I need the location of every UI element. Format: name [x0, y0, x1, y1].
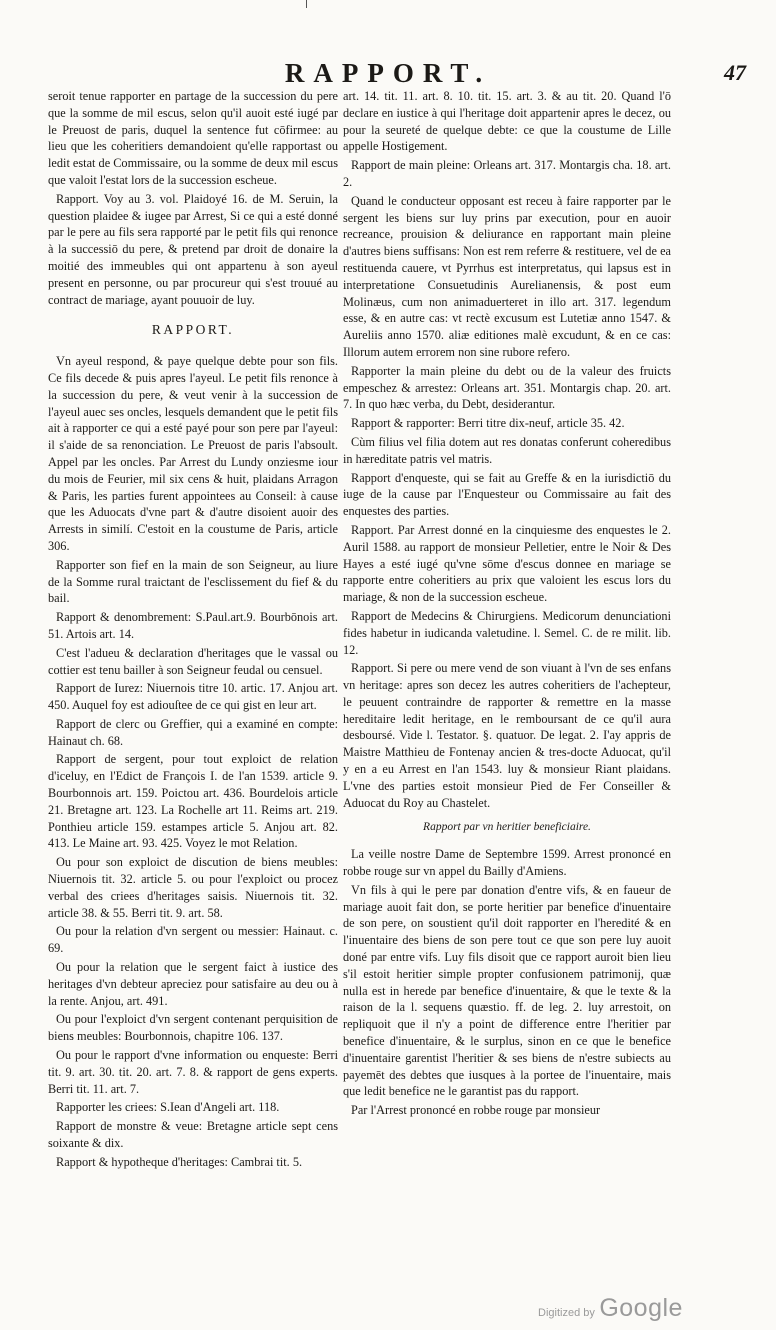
right-paragraphs-after — [343, 846, 671, 1119]
left-paragraphs-before — [48, 88, 338, 308]
paragraph: Rapport de main pleine: Orleans art. 317. Montargis cha. 18. art. 2. — [343, 158, 671, 189]
paragraph: Rapport. Si pere ou mere vend de son viuant à l'vn de ses enfans vn heritage: apres son decez les autres coheritiers de l'achepteur, le peuuent contraindre de rapporter & remettre en la masse hereditaire ledit heritage, en le remboursant de ce qu'il aura desboursé. Vide l. Testator. §. quatuor. De legat. 2. I'ay appris de Maistre Matthieu de Fontenay ancien & tres-docte Aduocat, qu'il y en a eu Arrest en l'an 1543. luy & monsieur Riant plaidans. L'vne des parties estoit monsieur Pied de Fer Conseiller & Aduocat du Roy au Chastelet. — [343, 661, 671, 810]
paragraph: Rapport & rapporter: Berri titre dix-neuf, article 35. 42. — [351, 416, 625, 431]
paragraph: Quand le conducteur opposant est receu à faire rapporter par le sergent les biens sur luy prins par execution, pour en auoir recreance, prouision & deliurance en rapportant main pleine d'autres biens suffisans: Non est rem referre & restituere, vel de ea restituenda cauere, vt Pyrrhus est interpretatus, qui lapsus est in interpretatione Consuetudinis Aurelianensis, & post eum Molinæus, cum non animaduerteret in illo art. 317. legendum esse, & en autre cas: vt rectè excusum est Lutetiæ anno 1547. & Aureliis anno 1570. aliæ editiones malè excudunt, & en ce cas: Illorum autem errorem non sine rubore refero. — [343, 193, 671, 359]
paragraph: La veille nostre Dame de Septembre 1599. Arrest prononcé en robbe rouge sur vn appel du Bailly d'Amiens. — [343, 847, 671, 879]
paragraph: Vn fils à qui le pere par donation d'entre vifs, & en faueur de mariage auoit fait don, se porte heritier par benefice d'inuentaire de son pere, on soustient qu'il doit rapporter en l'heredité & en l'inuentaire des biens de son pere tout ce que son pere luy auoit doné par entre vifs. Luy fils disoit que ce rapport auroit bien lieu s'il estoit heritier simple propter confusionem patrimonij, quæ nulla est in herede par benefice d'inuentaire, & que le texte & la raison de la l. sequens quæstio. ff. de leg. 2. luy arrestoit, on repliquoit que il n'y a point de difference entre l'heritier par benefice d'inuentaire, & le surplus, sinon en ce que le benefice d'inuentaire garentist l'heritier & ses biens de n'estre subiects au payemēt des debtes que iusques à la portee de l'inuentaire, mais que ledit benefice ne le garantist pas du rapport. — [343, 882, 671, 1099]
paragraph: Rapport d'enqueste, qui se fait au Greffe & en la iurisdictiō du iuge de la cause par l'Enquesteur ou Commissaire au fait des enquestes des parties. — [343, 470, 671, 519]
right-column — [343, 88, 671, 1121]
paragraph: Rapporter les criees: S.Iean d'Angeli art. 118. — [56, 1100, 280, 1115]
paragraph: art. 14. tit. 11. art. 8. 10. tit. 15. art. 3. & au tit. 20. Quand l'ō declare en iustice à qui l'heritage doit appartenir apres le decez, ou pour la seureté de quelque debte: ce que la coustume de Lille appelle Hostigement. — [343, 89, 671, 154]
paragraph: C'est l'adueu & declaration d'heritages que le vassal ou cottier est tenu bailler à son Seigneur feudal ou censuel. — [48, 645, 338, 677]
digitization-watermark — [538, 1294, 683, 1323]
google-logo: Google — [599, 1294, 683, 1322]
paragraph: Rapport de Iurez: Niuernois titre 10. artic. 17. Anjou art. 450. Auquel foy est adiouſtee de ce qui gist en leur art. — [48, 681, 338, 713]
paragraph: Rapport & denombrement: S.Paul.art.9. Bourbōnois art. 51. Artois art. 14. — [48, 610, 338, 641]
paragraph: seroit tenue rapporter en partage de la succession du pere que la somme de mil escus, selon qu'il auoit esté iugé par le Preuost de paris, duquel la sentence fut cōfirmee: au lieu que les coheritiers demandoient qu'elle rapportast ou ledit estat de Commissaire, ou la somme de deux mil escus que valoit l'estat lors de la succession escheue. — [48, 89, 338, 187]
paragraph: Ou pour son exploict de discution de biens meubles: Niuernois tit. 32. article 5. ou pour l'exploict ou procez verbal des criees d'heritages saisis. Niuernois tit. 32. article 38. & 55. Berri tit. 9. art. 58. — [48, 855, 338, 920]
paragraph: Vn ayeul respond, & paye quelque debte pour son fils. Ce fils decede & puis apres l'ayeul. Le petit fils renonce à la succession du pere, & veut venir à la succession de l'ayeul auec ses oncles, lesquels demandent que le petit fils ait à rapporter ce qui a esté payé pour son pere par l'ayeul: il s'aide de sa renonciation. Le Preuost de paris l'absoult. Appel par les oncles. Par Arrest du Lundy onziesme iour du mois de Feurier, mil six cens & huit, plaidans Arragon & Paris, les parties furent appointees au Conseil: à cause que les Aduocats d'vne part & d'autre disoient auoir des Arrests in similí. C'estoit en la coustume de Paris, article 306. — [48, 354, 338, 553]
paragraph: Rapport de clerc ou Greffier, qui a examiné en compte: Hainaut ch. 68. — [48, 716, 338, 748]
paragraph: Rapport. Par Arrest donné en la cinquiesme des enquestes le 2. Auril 1588. au rapport de monsieur Pelletier, entre le Noir & Des Hayes a esté iugé qu'vne sōme d'escus donnee en mariage se rapporte entre coheritiers au prix que valoient les escus lors du mariage, & non de la succession escheue. — [343, 522, 671, 605]
paragraph: Rapporter la main pleine du debt ou de la valeur des fruicts empeschez & arrestez: Orleans art. 351. Montargis chap. 20. art. 7. In quo hæc verba, du Debt, desiderantur. — [343, 363, 671, 412]
paragraph: Rapport & hypotheque d'heritages: Cambrai tit. 5. — [56, 1154, 303, 1169]
paragraph: Ou pour l'exploict d'vn sergent contenant perquisition de biens meubles: Bourbonnois, chapitre 106. 137. — [48, 1012, 338, 1044]
running-header: RAPPORT. — [284, 58, 492, 88]
paragraph: Ou pour la relation que le sergent faict à iustice des heritages d'vn debteur apreciez pour satisfaire au deu ou à la rente. Anjou, art. 491. — [48, 960, 338, 1008]
page-number: 47 — [724, 60, 746, 85]
left-paragraphs-after — [48, 353, 338, 1170]
paragraph: Ou pour la relation d'vn sergent ou messier: Hainaut. c. 69. — [48, 924, 338, 956]
paragraph: Rapport. Voy au 3. vol. Plaidoyé 16. de M. Seruin, la question plaidee & iugee par Arrest, Si ce qui a esté donné par le pere au fils sera rapporté par le petit fils qui renonce à la successiō du pere, & pretend par droit de donaire la moitié des immeubles qui ont appartenu à son ayeul present en personne, ou par procureur qui s'est trouué au contract de mariage, ayant pouuoir de luy. — [48, 191, 338, 307]
section-subtitle: Rapport par vn heritier beneficiaire. — [423, 821, 591, 834]
paragraph: Rapport de Medecins & Chirurgiens. Medicorum denunciationi fides habetur in iudicanda valetudine. l. Semel. C. de re milit. lib. 12. — [343, 608, 671, 657]
paragraph: Rapport de monstre & veue: Bretagne article sept cens soixante & dix. — [48, 1119, 338, 1151]
left-column — [48, 88, 338, 1173]
watermark-prefix: Digitized by — [538, 1307, 595, 1319]
section-title: RAPPORT. — [151, 322, 235, 338]
paragraph: Cùm filius vel filia dotem aut res donatas conferunt coheredibus in hæreditate patris vel matris. — [343, 434, 671, 466]
paragraph: Rapporter son fief en la main de son Seigneur, au liure de la Somme rural traictant de l'esclissement du fief & du bail. — [48, 557, 338, 606]
paragraph: Rapport de sergent, pour tout exploict de relation d'iceluy, en l'Edict de François I. de l'an 1539. article 9. Bourbonnois art. 159. Poictou art. 436. Bourdelois article 21. Bretagne art. 123. La Rochelle art 11. Reims art. 219. Ponthieu article 159. estampes article 5. Anjou art. 82. 413. Le Maine art. 93. 425. Voyez le mot Relation. — [48, 752, 338, 851]
paragraph: Ou pour le rapport d'vne information ou enqueste: Berri tit. 9. art. 30. tit. 20. art. 7. 8. & rapport de gens experts. Berri tit. 11. art. 7. — [48, 1048, 338, 1096]
paragraph: Par l'Arrest prononcé en robbe rouge par monsieur — [351, 1103, 601, 1118]
top-edge-mark — [306, 0, 307, 8]
right-paragraphs-before — [343, 88, 671, 811]
